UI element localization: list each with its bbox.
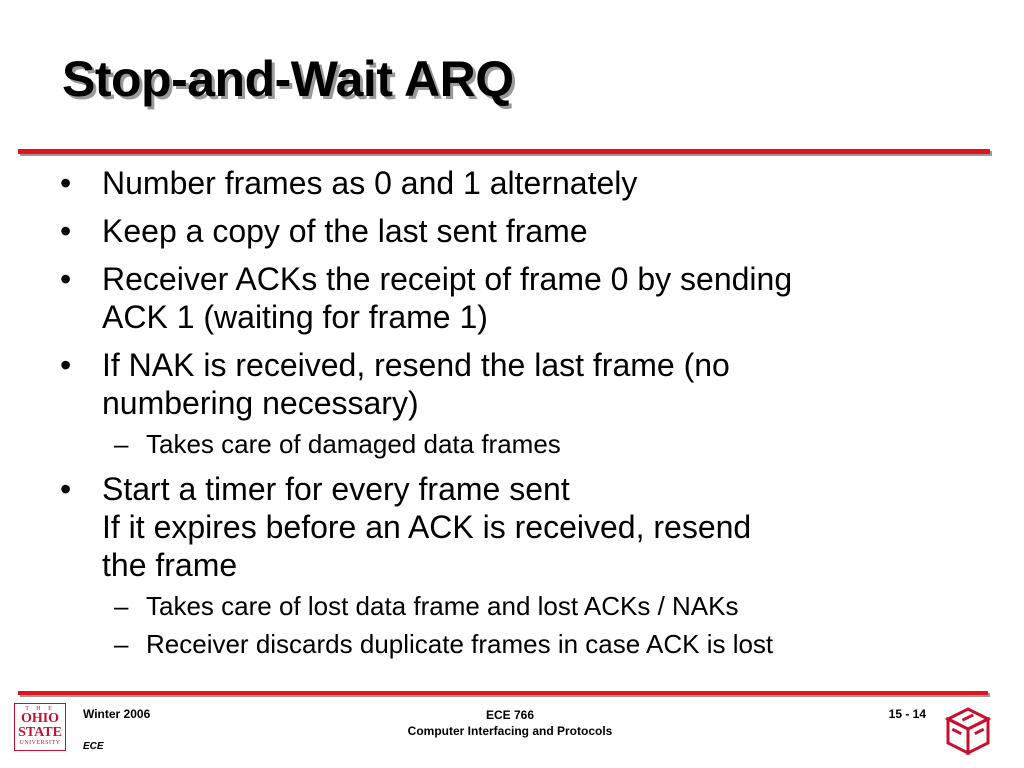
bullet-text: Start a timer for every frame sent If it expires before an ACK is received, resend the frame — [102, 471, 752, 583]
dash-marker: – — [114, 629, 129, 659]
ohio-state-logo — [14, 703, 66, 751]
bullet-marker: • — [60, 213, 72, 249]
bullet-item — [60, 260, 990, 336]
footer-divider — [18, 691, 988, 695]
dash-marker: – — [114, 429, 129, 459]
bullet-marker: • — [60, 261, 72, 297]
ece-cube-logo-icon — [944, 706, 992, 756]
bullet-marker: • — [60, 165, 72, 201]
sub-bullet-text: Receiver discards duplicate frames in case ACK is lost — [146, 629, 774, 659]
bullet-marker: • — [60, 347, 72, 383]
bullet-item — [60, 212, 990, 250]
sub-bullet-item — [60, 590, 990, 622]
footer-term: Winter 2006 — [83, 707, 151, 721]
bullet-list — [60, 164, 990, 670]
footer-course — [340, 707, 680, 739]
footer-dept: ECE — [83, 741, 104, 752]
footer-page-number: 15 - 14 — [888, 707, 926, 721]
bullet-item — [60, 346, 990, 422]
sub-bullet-text: Takes care of lost data frame and lost ACKs / NAKs — [146, 591, 739, 621]
bullet-marker: • — [60, 471, 72, 507]
footer-course-code: ECE 766 — [485, 708, 535, 722]
bullet-item — [60, 470, 990, 584]
bullet-text: Keep a copy of the last sent frame — [102, 213, 588, 249]
logo-text-state: STATE — [18, 725, 62, 740]
bullet-item — [60, 164, 990, 202]
slide-title: Stop-and-Wait ARQ — [62, 51, 514, 107]
sub-bullet-item — [60, 628, 990, 660]
dash-marker: – — [114, 591, 129, 621]
sub-bullet-text: Takes care of damaged data frames — [146, 429, 561, 459]
sub-bullet-item — [60, 428, 990, 460]
title-divider — [18, 149, 990, 154]
bullet-text: Number frames as 0 and 1 alternately — [102, 165, 638, 201]
logo-text-university: UNIVERSITY — [19, 740, 61, 746]
logo-text-ohio: OHIO — [20, 711, 60, 726]
bullet-text: Receiver ACKs the receipt of frame 0 by sending ACK 1 (waiting for frame 1) — [102, 261, 793, 335]
bullet-text: If NAK is received, resend the last frame (no numbering necessary) — [102, 347, 730, 421]
footer-course-title: Computer Interfacing and Protocols — [407, 724, 613, 738]
logo-text-the: T H E — [25, 706, 55, 712]
